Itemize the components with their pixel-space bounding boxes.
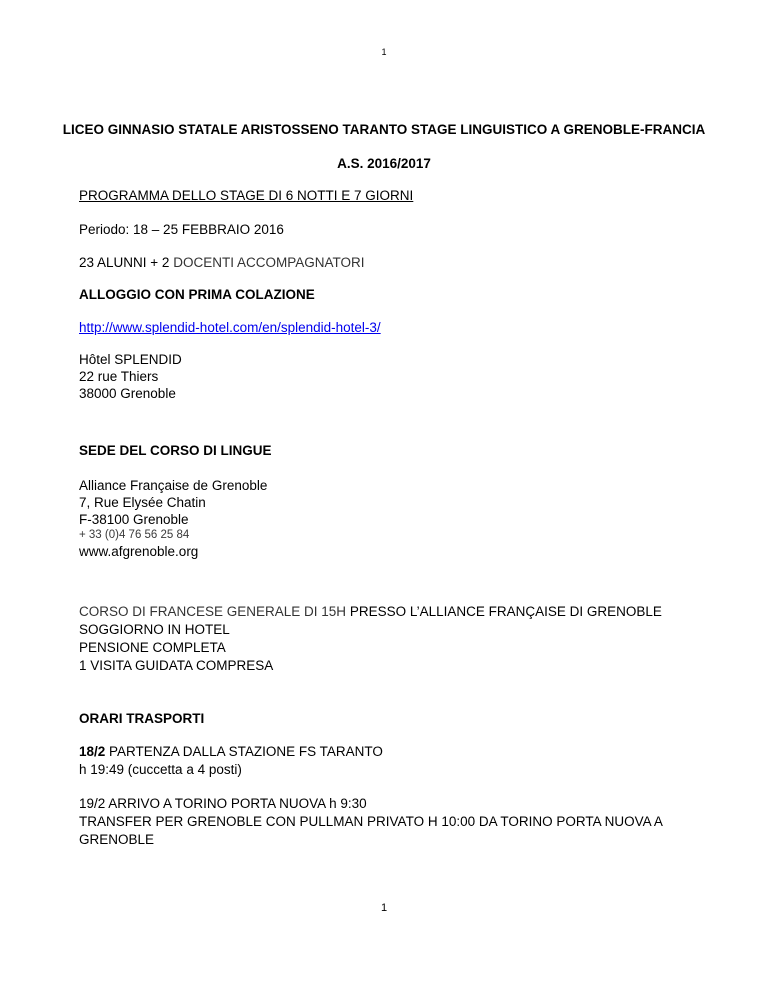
page-number-top: 1 bbox=[381, 47, 387, 57]
services-line-4: 1 VISITA GUIDATA COMPRESA bbox=[79, 658, 274, 673]
hotel-name: Hôtel SPLENDID bbox=[79, 352, 182, 367]
participants-teachers: DOCENTI ACCOMPAGNATORI bbox=[169, 255, 365, 270]
transfer-line-2: GRENOBLE bbox=[79, 832, 155, 847]
services-line-1 bbox=[79, 604, 662, 620]
school-name: Alliance Française de Grenoble bbox=[79, 478, 268, 493]
document-title: LICEO GINNASIO STATALE ARISTOSSENO TARANTO STAGE LINGUISTICO A GRENOBLE-FRANCIA bbox=[62, 122, 706, 137]
accommodation-heading: ALLOGGIO CON PRIMA COLAZIONE bbox=[79, 287, 315, 302]
course-heading: SEDE DEL CORSO DI LINGUE bbox=[79, 443, 272, 458]
transport-heading: ORARI TRASPORTI bbox=[79, 711, 205, 726]
programme-heading: PROGRAMMA DELLO STAGE DI 6 NOTTI E 7 GIORNI bbox=[79, 188, 414, 203]
hotel-city: 38000 Grenoble bbox=[79, 386, 176, 401]
period-line: Periodo: 18 – 25 FEBBRAIO 2016 bbox=[79, 222, 284, 237]
transfer-line-1: TRANSFER PER GRENOBLE CON PULLMAN PRIVATO H 10:00 DA TORINO PORTA NUOVA A bbox=[79, 814, 663, 829]
school-year: A.S. 2016/2017 bbox=[337, 156, 431, 171]
school-website: www.afgrenoble.org bbox=[79, 544, 199, 559]
school-city: F-38100 Grenoble bbox=[79, 512, 189, 527]
participants-line bbox=[79, 255, 364, 271]
departure-date: 18/2 bbox=[79, 744, 106, 759]
hotel-street: 22 rue Thiers bbox=[79, 369, 159, 384]
course-location: PRESSO L’ALLIANCE FRANÇAISE DI GRENOBLE bbox=[346, 604, 662, 619]
course-description: CORSO DI FRANCESE GENERALE DI 15H bbox=[79, 604, 347, 619]
services-line-2: SOGGIORNO IN HOTEL bbox=[79, 622, 230, 637]
departure-line bbox=[79, 744, 383, 760]
departure-time: h 19:49 (cuccetta a 4 posti) bbox=[79, 762, 242, 777]
departure-text: PARTENZA DALLA STAZIONE FS TARANTO bbox=[105, 744, 383, 759]
page-number-bottom: 1 bbox=[380, 902, 388, 914]
school-phone: + 33 (0)4 76 56 25 84 bbox=[79, 529, 190, 541]
participants-count: 23 ALUNNI + 2 bbox=[79, 255, 170, 270]
arrival-line: 19/2 ARRIVO A TORINO PORTA NUOVA h 9:30 bbox=[79, 796, 367, 811]
hotel-link[interactable]: http://www.splendid-hotel.com/en/splendid-hotel-3/ bbox=[79, 320, 381, 335]
services-line-3: PENSIONE COMPLETA bbox=[79, 640, 226, 655]
school-street: 7, Rue Elysée Chatin bbox=[79, 495, 206, 510]
